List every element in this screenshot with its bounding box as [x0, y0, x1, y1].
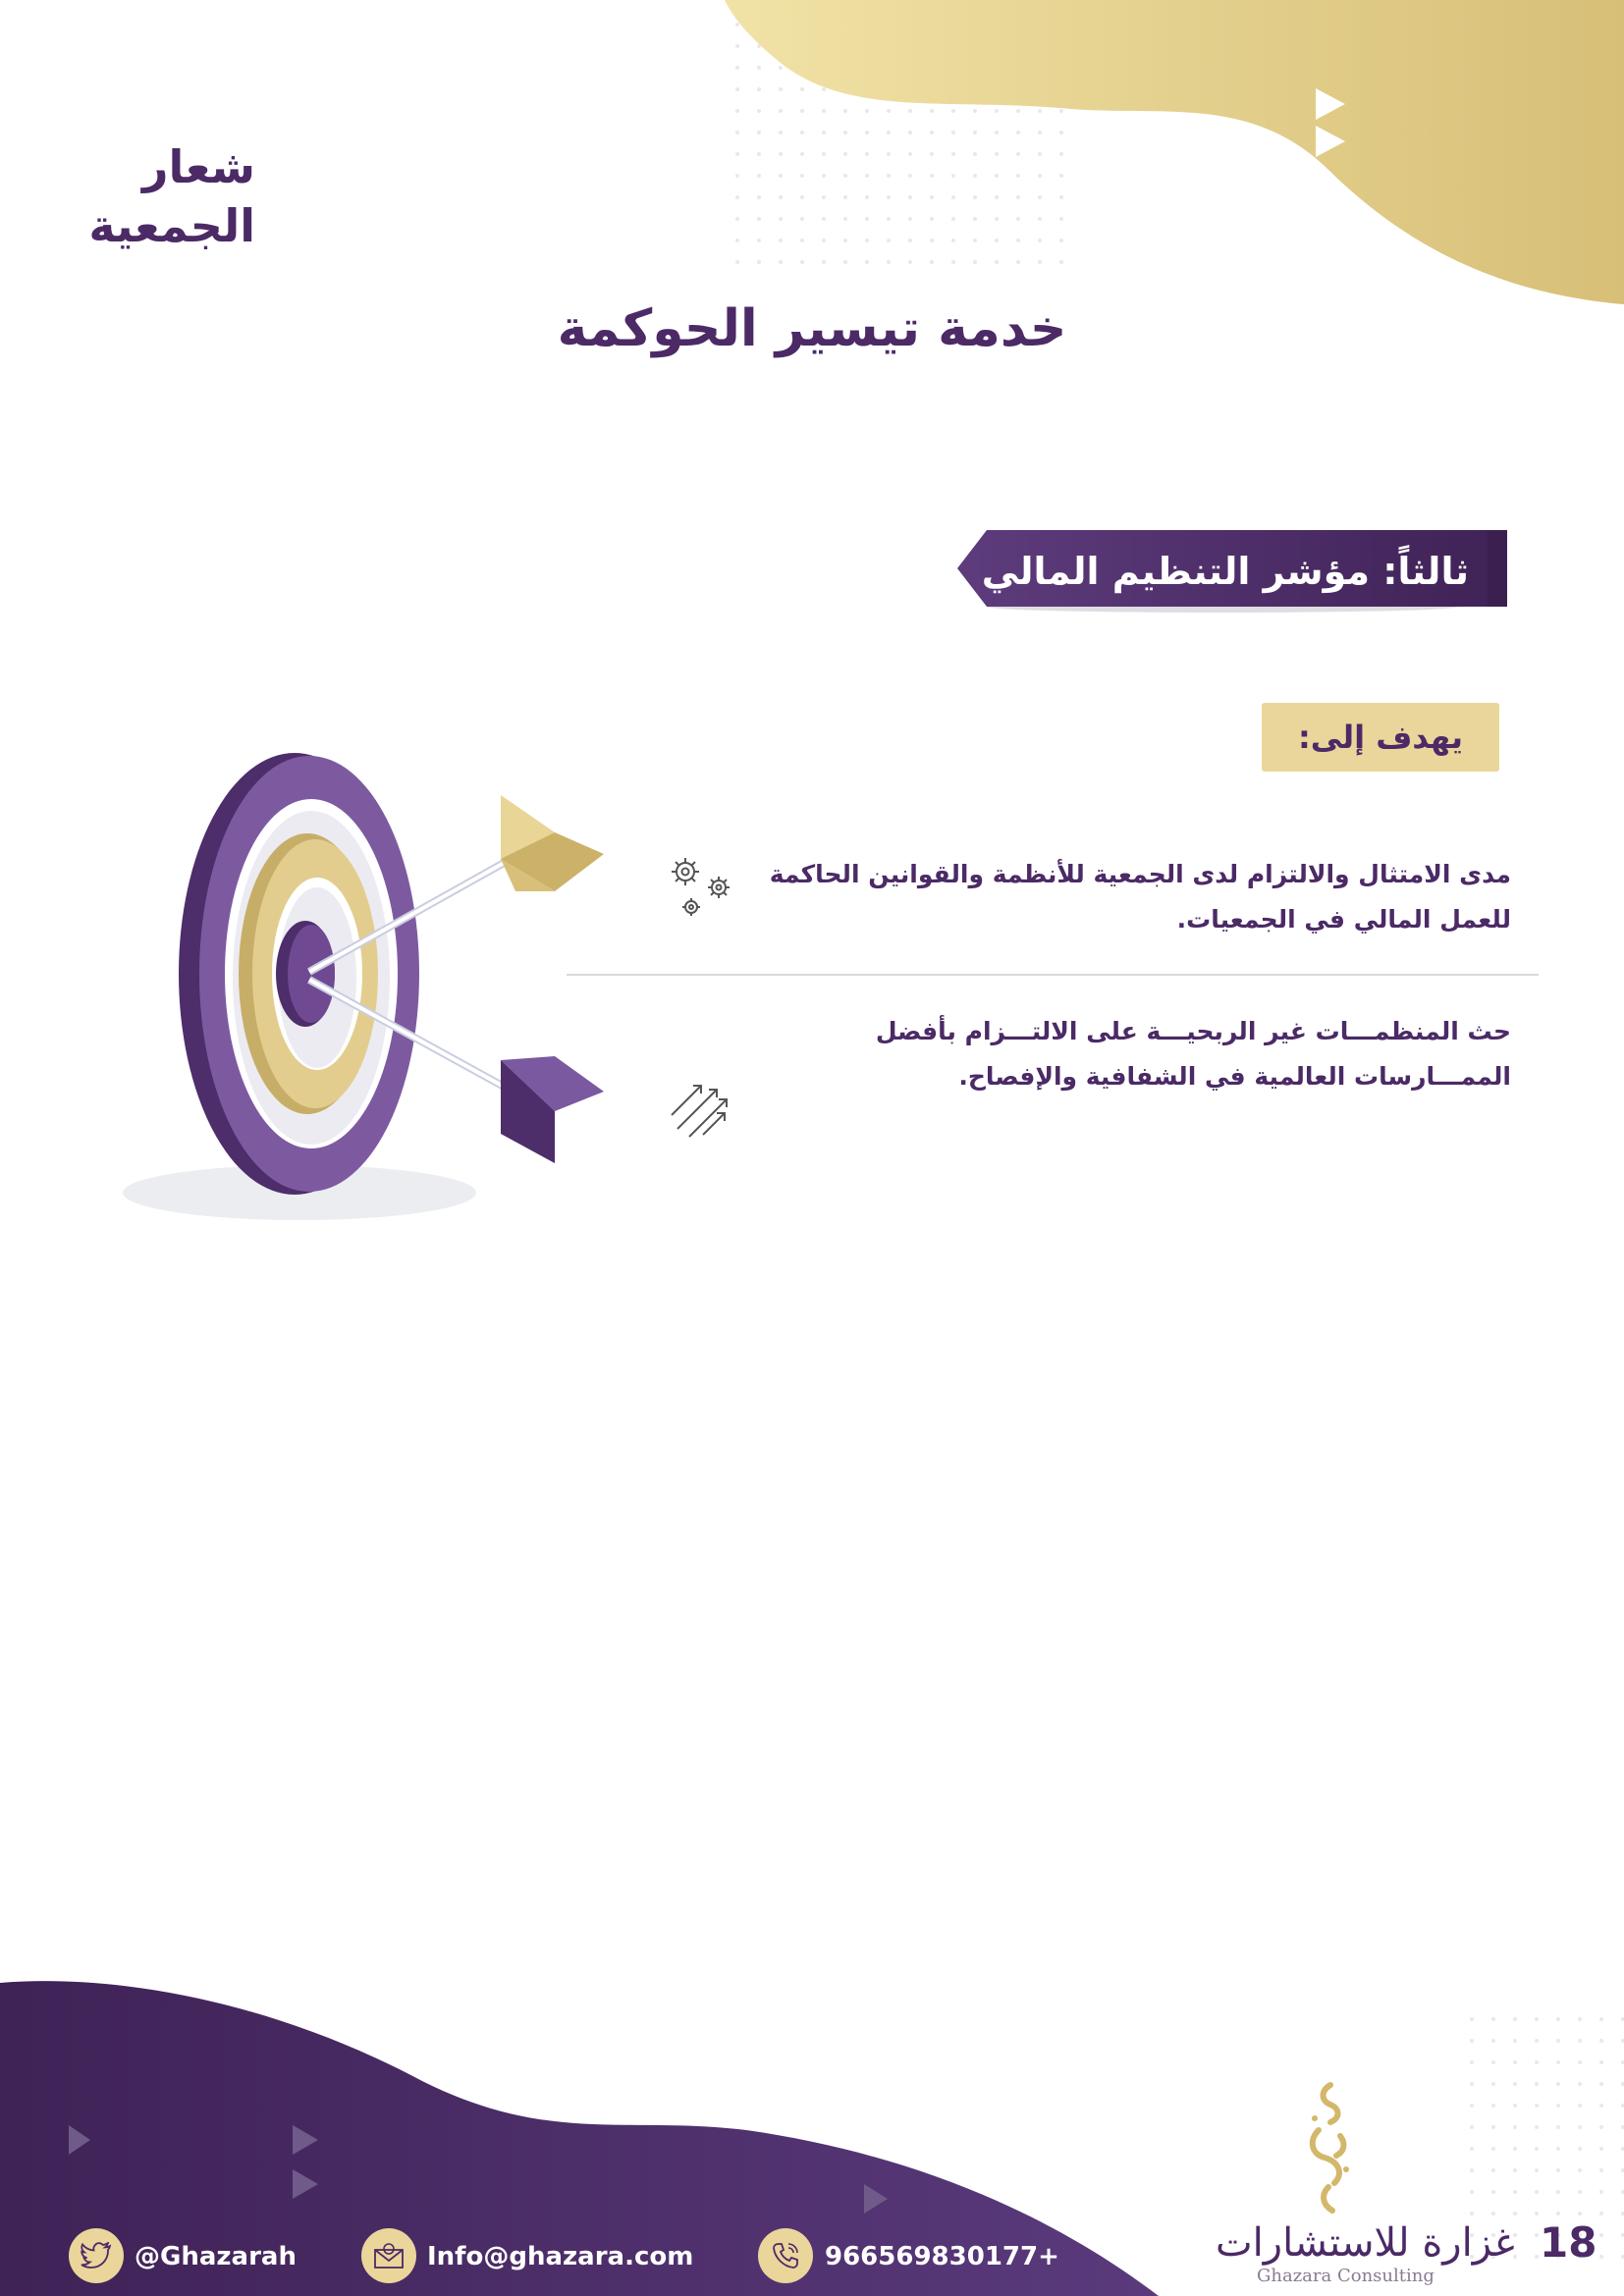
goal-label: يهدف إلى:: [1297, 719, 1464, 756]
section-title: ثالثاً: مؤشر التنظيم المالي: [981, 550, 1469, 593]
email-address[interactable]: Info@ghazara.com: [427, 2242, 694, 2271]
item-divider: [567, 974, 1539, 976]
target-arrows-illustration: [103, 746, 614, 1227]
brand-name-arabic: غزارة للاستشارات: [1216, 2220, 1515, 2266]
growth-arrows-icon: [668, 1074, 736, 1139]
email-icon[interactable]: [361, 2228, 416, 2283]
phone-number[interactable]: 966569830177+: [825, 2242, 1059, 2271]
goal-item-1-text: مدى الامتثال والالتزام لدى الجمعية للأنظمة والقوانين الحاكمة للعمل المالي في الجمعيات.: [769, 860, 1511, 934]
goal-item-2-text: حث المنظمـــات غير الربحيـــة على الالتـــزام بأفضل الممـــارسات العالمية في الشفافية والإفصاح.: [875, 1017, 1511, 1091]
gears-icon: [664, 850, 738, 921]
page-title: خدمة تيسير الحوكمة: [557, 299, 1067, 358]
association-logo-placeholder: شعار الجمعية: [88, 140, 255, 252]
twitter-handle[interactable]: @Ghazarah: [135, 2242, 297, 2271]
brand-name-english: Ghazara Consulting: [1257, 2266, 1435, 2286]
twitter-icon[interactable]: [69, 2228, 124, 2283]
phone-icon[interactable]: [758, 2228, 813, 2283]
page-number: 18: [1540, 2218, 1597, 2267]
ghazara-logo-mark: [1301, 2079, 1360, 2216]
